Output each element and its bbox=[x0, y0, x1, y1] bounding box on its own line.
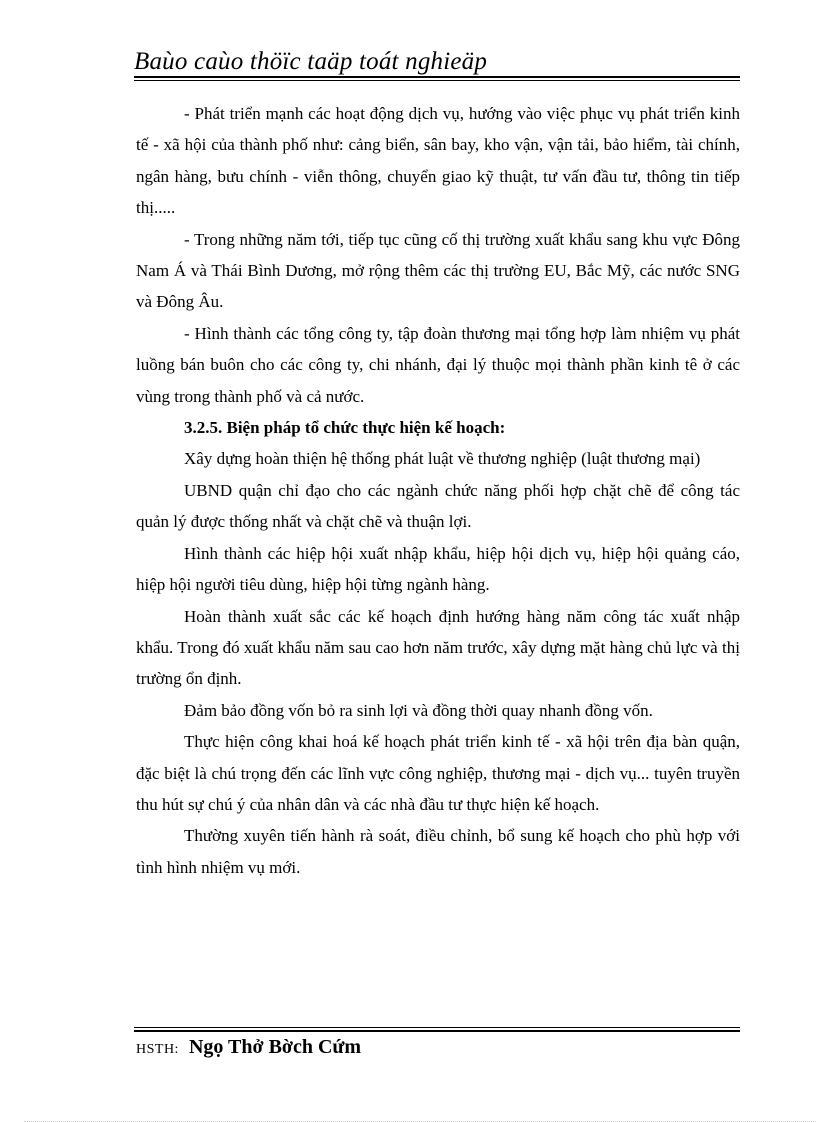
footer-rule-bottom bbox=[134, 1030, 740, 1032]
header-rule-bottom bbox=[134, 80, 740, 81]
paragraph-review: Thường xuyên tiến hành rà soát, điều chỉnh, bổ sung kế hoạch cho phù hợp với tình hình nhiệm vụ mới. bbox=[136, 826, 740, 877]
paragraph-capital: Đảm bảo đồng vốn bỏ ra sinh lợi và đồng thời quay nhanh đồng vốn. bbox=[184, 700, 653, 720]
footer-author-name: Ngọ Thở Bờch Cứm bbox=[188, 1036, 362, 1058]
section-heading: 3.2.5. Biện pháp tổ chức thực hiện kế hoạch: bbox=[184, 418, 506, 438]
footer bbox=[136, 1036, 361, 1059]
paragraph-legal-system: Xây dựng hoàn thiện hệ thống phát luật về thương nghiệp (luật thương mại) bbox=[184, 449, 701, 469]
paragraph-associations: Hình thành các hiệp hội xuất nhập khẩu, hiệp hội dịch vụ, hiệp hội quảng cáo, hiệp hội người tiêu dùng, hiệp hội từng ngành hàng. bbox=[136, 543, 740, 595]
paragraph-export-markets: - Trong những năm tới, tiếp tục cũng cố thị trường xuất khẩu sang khu vực Đông Nam Á và Thái Bình Dương, mở rộng thêm các thị trường EU, Bắc Mỹ, các nước SNG và Đông Âu. bbox=[136, 229, 740, 312]
footer-rule-top bbox=[134, 1027, 740, 1028]
header-rule-top bbox=[134, 76, 740, 78]
page-bottom-border bbox=[24, 1121, 816, 1122]
paragraph-district-direction: UBND quận chỉ đạo cho các ngành chức năng phối hợp chặt chẽ để công tác quản lý được thống nhất và chặt chẽ và thuận lợi. bbox=[136, 480, 740, 532]
paragraph-services: - Phát triển mạnh các hoạt động dịch vụ, hướng vào việc phục vụ phát triển kinh tế - xã hội của thành phố như: cảng biển, sân bay, kho vận, vận tải, bảo hiểm, tài chính, ngân hàng, bưu chính - viễn thông, chuyển giao kỹ thuật, tư vấn đầu tư, thông tin tiếp thị..... bbox=[136, 104, 740, 218]
header-title: Baùo caùo thöïc taäp toát nghieäp bbox=[134, 48, 488, 75]
footer-label: HSTH: bbox=[136, 1042, 179, 1057]
paragraph-corporations: - Hình thành các tổng công ty, tập đoàn thương mại tổng hợp làm nhiệm vụ phát luồng bán buôn cho các công ty, chi nhánh, đại lý thuộc mọi thành phần kinh tê ở các vùng trong thành phố và cả nước. bbox=[136, 323, 740, 406]
paragraph-annual-plans: Hoàn thành xuất sắc các kế hoạch định hướng hàng năm công tác xuất nhập khẩu. Trong đó xuất khẩu năm sau cao hơn năm trước, xây dựng mặt hàng chủ lực và thị trường ổn định. bbox=[136, 606, 740, 689]
paragraph-publicize: Thực hiện công khai hoá kế hoạch phát triển kinh tế - xã hội trên địa bàn quận, đặc biệt là chú trọng đến các lĩnh vực công nghiệp, thương mại - dịch vụ... tuyên truyền thu hút sự chú ý của nhân dân và các nhà đầu tư thực hiện kế hoạch. bbox=[136, 732, 740, 814]
body-text bbox=[136, 98, 740, 883]
